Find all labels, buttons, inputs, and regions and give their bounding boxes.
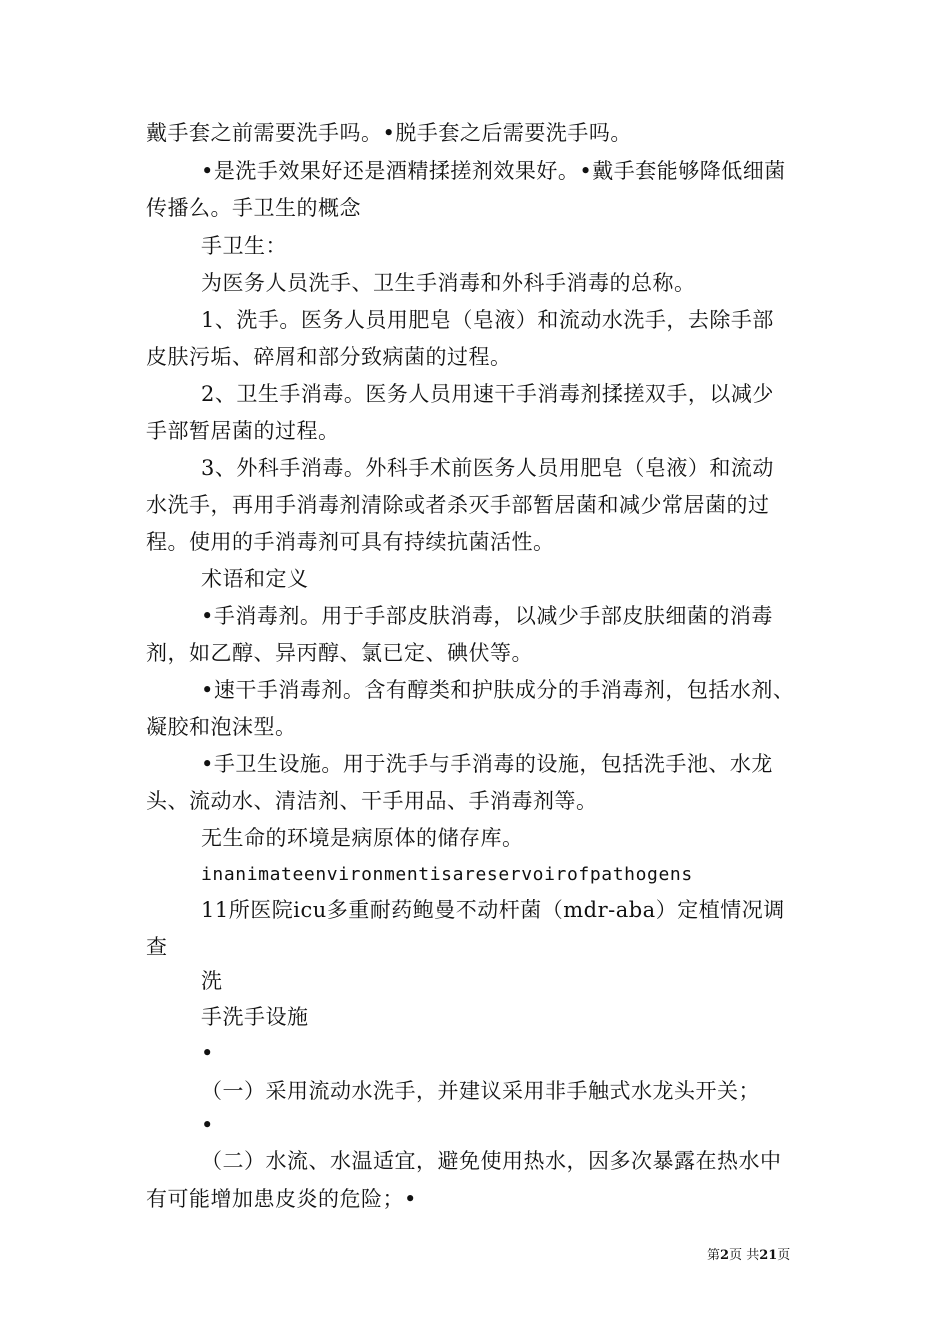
text-line: 传播么。手卫生的概念 [146,196,361,220]
text-line: （一）采用流动水洗手，并建议采用非手触式水龙头开关； [201,1079,760,1103]
text-line: 为医务人员洗手、卫生手消毒和外科手消毒的总称。 [201,271,696,295]
text-line: 头、流动水、清洁剂、干手用品、手消毒剂等。 [146,789,598,813]
current-page-number: 2 [720,1248,730,1263]
text-line: 手部暂居菌的过程。 [146,419,340,443]
page-footer [707,1247,790,1265]
text-line: 查 [146,935,168,959]
text-line: 水洗手，再用手消毒剂清除或者杀灭手部暂居菌和减少常居菌的过 [146,493,770,517]
text-line: 手洗手设施 [201,1005,309,1029]
text-line: •是洗手效果好还是酒精揉搓剂效果好。•戴手套能够降低细菌 [201,159,786,183]
text-line: 程。使用的手消毒剂可具有持续抗菌活性。 [146,530,555,554]
text-line: （二）水流、水温适宜，避免使用热水，因多次暴露在热水中 [201,1149,782,1173]
text-line: •手卫生设施。用于洗手与手消毒的设施，包括洗手池、水龙 [201,752,773,776]
text-line: 1、洗手。医务人员用肥皂（皂液）和流动水洗手，去除手部 [201,308,774,332]
text-line: 剂，如乙醇、异丙醇、氯已定、碘伏等。 [146,641,533,665]
text-line: 戴手套之前需要洗手吗。•脱手套之后需要洗手吗。 [146,121,632,145]
total-page-number: 21 [759,1248,778,1263]
text-line: •速干手消毒剂。含有醇类和护肤成分的手消毒剂，包括水剂、 [201,678,795,702]
text-line: • [201,1113,214,1137]
footer-prefix: 第 [707,1248,721,1263]
footer-suffix: 页 [777,1248,791,1263]
text-line: 无生命的环境是病原体的储存库。 [201,826,524,850]
text-line: 皮肤污垢、碎屑和部分致病菌的过程。 [146,345,512,369]
footer-middle: 页 共 [729,1248,760,1263]
text-line: 11所医院icu多重耐药鲍曼不动杆菌（mdr-aba）定植情况调 [201,898,785,922]
text-line: •手消毒剂。用于手部皮肤消毒，以减少手部皮肤细菌的消毒 [201,604,773,628]
text-line: 2、卫生手消毒。医务人员用速干手消毒剂揉搓双手，以减少 [201,382,774,406]
text-line: 术语和定义 [201,567,309,591]
text-line: inanimateenvironmentisareservoirofpathogens [201,864,693,885]
text-line: 手卫生： [201,234,287,258]
text-line: 有可能增加患皮炎的危险；• [146,1187,417,1211]
text-line: 洗 [201,969,223,993]
text-line: • [201,1041,214,1065]
text-line: 3、外科手消毒。外科手术前医务人员用肥皂（皂液）和流动 [201,456,774,480]
text-line: 凝胶和泡沫型。 [146,715,297,739]
